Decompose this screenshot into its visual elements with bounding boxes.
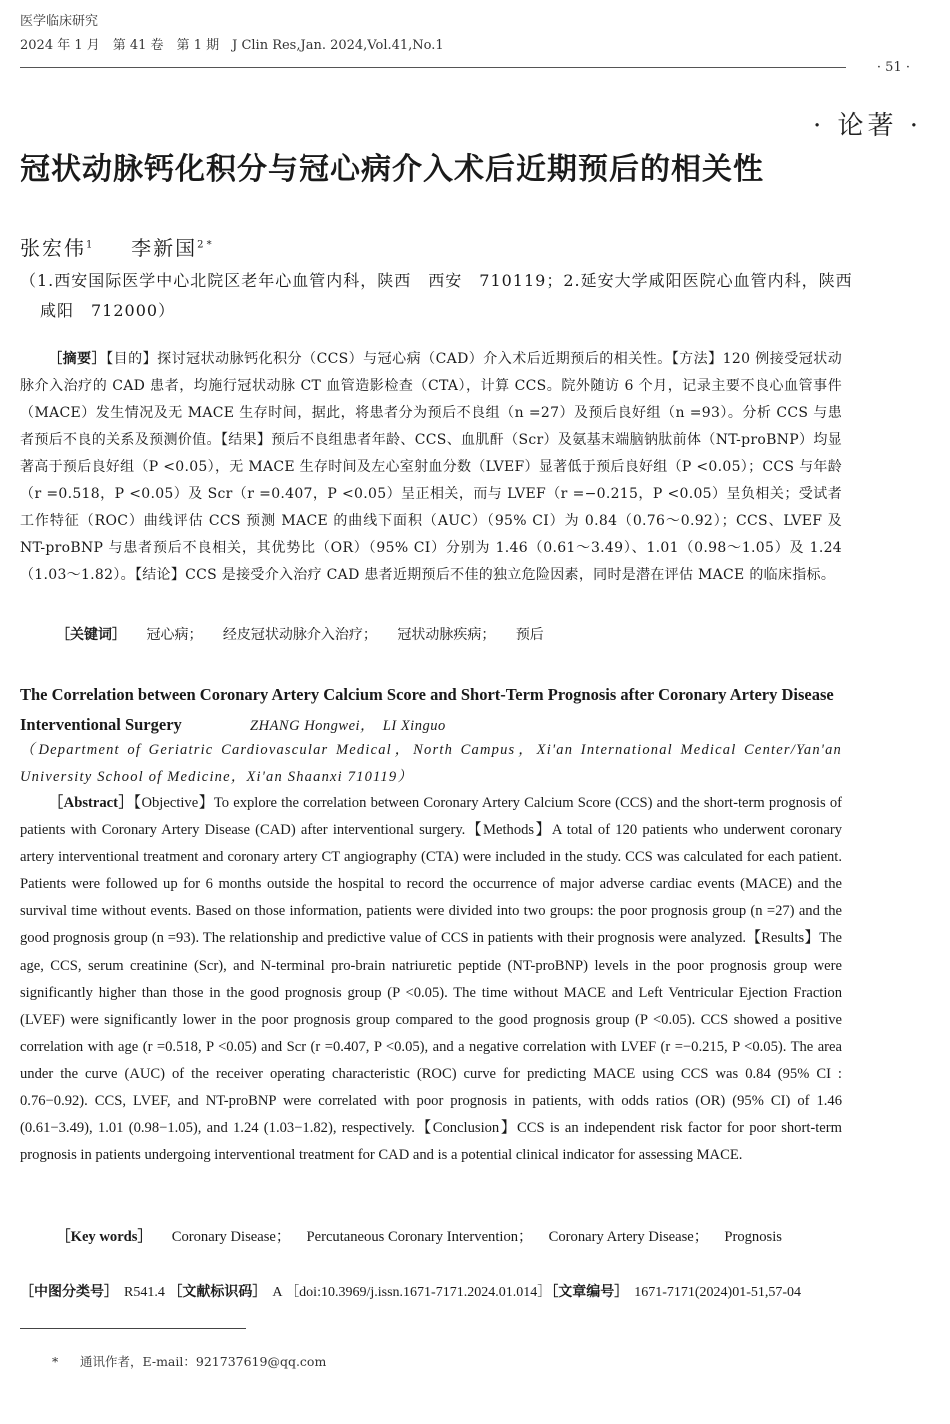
english-keywords-label: ［Key words］ — [56, 1229, 153, 1245]
english-keywords: ［Key words］ Coronary Disease； Percutaneous Coronary Intervention； Coronary Artery Disease； Prognosis — [56, 1229, 782, 1245]
classification-line — [20, 1281, 801, 1301]
keywords-label: ［关键词］ — [56, 627, 126, 643]
chinese-keywords: ［关键词］ 冠心病； 经皮冠状动脉介入治疗； 冠状动脉疾病； 预后 — [56, 627, 544, 643]
doc-code-label: ［文献标识码］ — [168, 1284, 267, 1300]
author-1: 张宏伟 — [20, 236, 86, 260]
chinese-affiliation — [20, 266, 935, 326]
doi: ［doi:10.3969/j.issn.1671-7171.2024.01.014］ — [285, 1285, 552, 1300]
abstract-label: ［摘要］ — [48, 351, 107, 367]
footnote-text: 通讯作者，E-mail：921737619@qq.com — [80, 1354, 327, 1369]
keyword: Coronary Artery Disease — [548, 1229, 694, 1245]
issue-line: 2024 年 1 月 第 41 卷 第 1 期 J Clin Res,Jan. 2024,Vol.41,No.1 — [20, 38, 444, 53]
english-abstract-label: ［Abstract］ — [48, 795, 134, 811]
english-abstract — [20, 790, 842, 1169]
chinese-authors — [20, 232, 212, 261]
column-tag: · 论著 · — [812, 111, 922, 141]
english-authors: ZHANG Hongwei， LI Xinguo — [250, 718, 446, 734]
english-abstract-body: 【Objective】To explore the correlation between Coronary Artery Calcium Score (CCS) and the short-term prognosis of patients with Coronary Artery Disease (CAD) after interventional surgery.【Methods】A total of 120 patients who underwent coronary artery interventional treatment and coronary artery CT angiography (CTA) were included in the study. CCS was calculated for each patient. Patients were followed up for 6 months outside the hospital to record the occurrence of major adverse cardiac events (MACE) and the survival time without events. Based on those information, patients were divided into two groups: the poor prognosis group (n =27) and the good prognosis group (n =93). The relationship and predictive value of CCS in patients with their prognosis were analyzed.【Results】The age, CCS, serum creatinine (Scr), and N-terminal pro-brain natriuretic peptide (NT-proBNP) levels in the poor prognosis group were significantly higher than those in the good prognosis group (P <0.05). The time without MACE and Left Ventricular Ejection Fraction (LVEF) were significantly lower in the poor prognosis group compared to the good prognosis group (P <0.05). CCS showed a positive correlation with age (r =0.518, P <0.05) and Scr (r =0.407, P <0.05), and a negative correlation with LVEF (r =−0.215, P <0.05). The area under the curve (AUC) of the receiver operating characteristic (ROC) curve for predicting MACE using CCS was 0.84 (95% CI : 0.76−0.92). CCS, LVEF, and NT-proBNP were correlated with poor prognosis in patients, with odds ratios (OR) (95% CI) of 1.46 (0.61−3.49), 1.01 (0.98−1.05), and 1.24 (1.03−1.82), respectively.【Conclusion】CCS is an independent risk factor for poor short-term prognosis in patients undergoing interventional treatment for CAD and is a potential clinical indicator for assessing MACE. — [20, 795, 842, 1164]
keyword: Percutaneous Coronary Intervention — [306, 1229, 519, 1245]
english-title-block — [20, 680, 850, 741]
keyword: 冠心病 — [146, 627, 189, 643]
article-no-value: 1671-7171(2024)01-51,57-04 — [634, 1285, 802, 1300]
corresponding-author-footnote — [52, 1352, 326, 1370]
chinese-abstract — [20, 346, 842, 589]
footnote-mark: * — [52, 1354, 59, 1369]
clc-label: ［中图分类号］ — [20, 1284, 118, 1300]
english-title: The Correlation between Coronary Artery Calcium Score and Short-Term Prognosis after Coronary Artery Disease Interventional Surgery — [20, 685, 834, 734]
english-affiliation: （Department of Geriatric Cardiovascular Medical，North Campus，Xi'an International Medical Center/Yan'an University School of Medicine，Xi'an Shaanxi 710119） — [20, 742, 842, 785]
header-rule — [20, 67, 846, 68]
clc-value: R541.4 — [124, 1285, 165, 1300]
author-1-mark: 1 — [86, 239, 93, 251]
keyword: Prognosis — [724, 1229, 782, 1245]
chinese-title: 冠状动脉钙化积分与冠心病介入术后近期预后的相关性 — [20, 152, 764, 187]
keyword: 预后 — [515, 627, 544, 643]
article-no-label: ［文章编号］ — [551, 1284, 629, 1300]
affiliation-line-2: 咸阳 712000） — [40, 301, 176, 320]
keyword: 经皮冠状动脉介入治疗 — [222, 627, 363, 643]
footnote-rule — [20, 1328, 246, 1329]
affiliation-line-1: （1.西安国际医学中心北院区老年心血管内科，陕西 西安 710119；2.延安大学咸阳医院心血管内科，陕西 — [20, 271, 853, 290]
author-2-mark: 2 * — [197, 239, 212, 251]
keyword: 冠状动脉疾病 — [397, 627, 482, 643]
abstract-body: 【目的】探讨冠状动脉钙化积分（CCS）与冠心病（CAD）介入术后近期预后的相关性。【方法】120 例接受冠状动脉介入治疗的 CAD 患者，均施行冠状动脉 CT 血管造影检查（CTA），计算 CCS。院外随访 6 个月，记录主要不良心血管事件（MACE）发生情况及无 MACE 生存时间，据此，将患者分为预后不良组（n =27）及预后良好组（n =93）。分析 CCS 与患者预后不良的关系及预测价值。【结果】预后不良组患者年龄、CCS、血肌酐（Scr）及氨基末端脑钠肽前体（NT-proBNP）均显著高于预后良好组（P <0.05），无 MACE 生存时间及左心室射血分数（LVEF）显著低于预后良好组（P <0.05）；CCS 与年龄（r =0.518，P <0.05）及 Scr（r =0.407，P <0.05）呈正相关，而与 LVEF（r =−0.215，P <0.05）呈负相关；受试者工作特征（ROC）曲线评估 CCS 预测 MACE 的曲线下面积（AUC）（95% CI）为 0.84（0.76～0.92）；CCS、LVEF 及 NT-proBNP 与患者预后不良相关，其优势比（OR）（95% CI）分别为 1.46（0.61～3.49）、1.01（0.98～1.05）及 1.24（1.03～1.82）。【结论】CCS 是接受介入治疗 CAD 患者近期预后不佳的独立危险因素，同时是潜在评估 MACE 的临床指标。 — [20, 351, 842, 583]
author-2: 李新国 — [131, 236, 198, 260]
page-number: · 51 · — [876, 60, 910, 75]
doc-code-value: A — [272, 1285, 282, 1300]
journal-name: 医学临床研究 — [20, 14, 99, 29]
keyword: Coronary Disease — [171, 1229, 276, 1245]
